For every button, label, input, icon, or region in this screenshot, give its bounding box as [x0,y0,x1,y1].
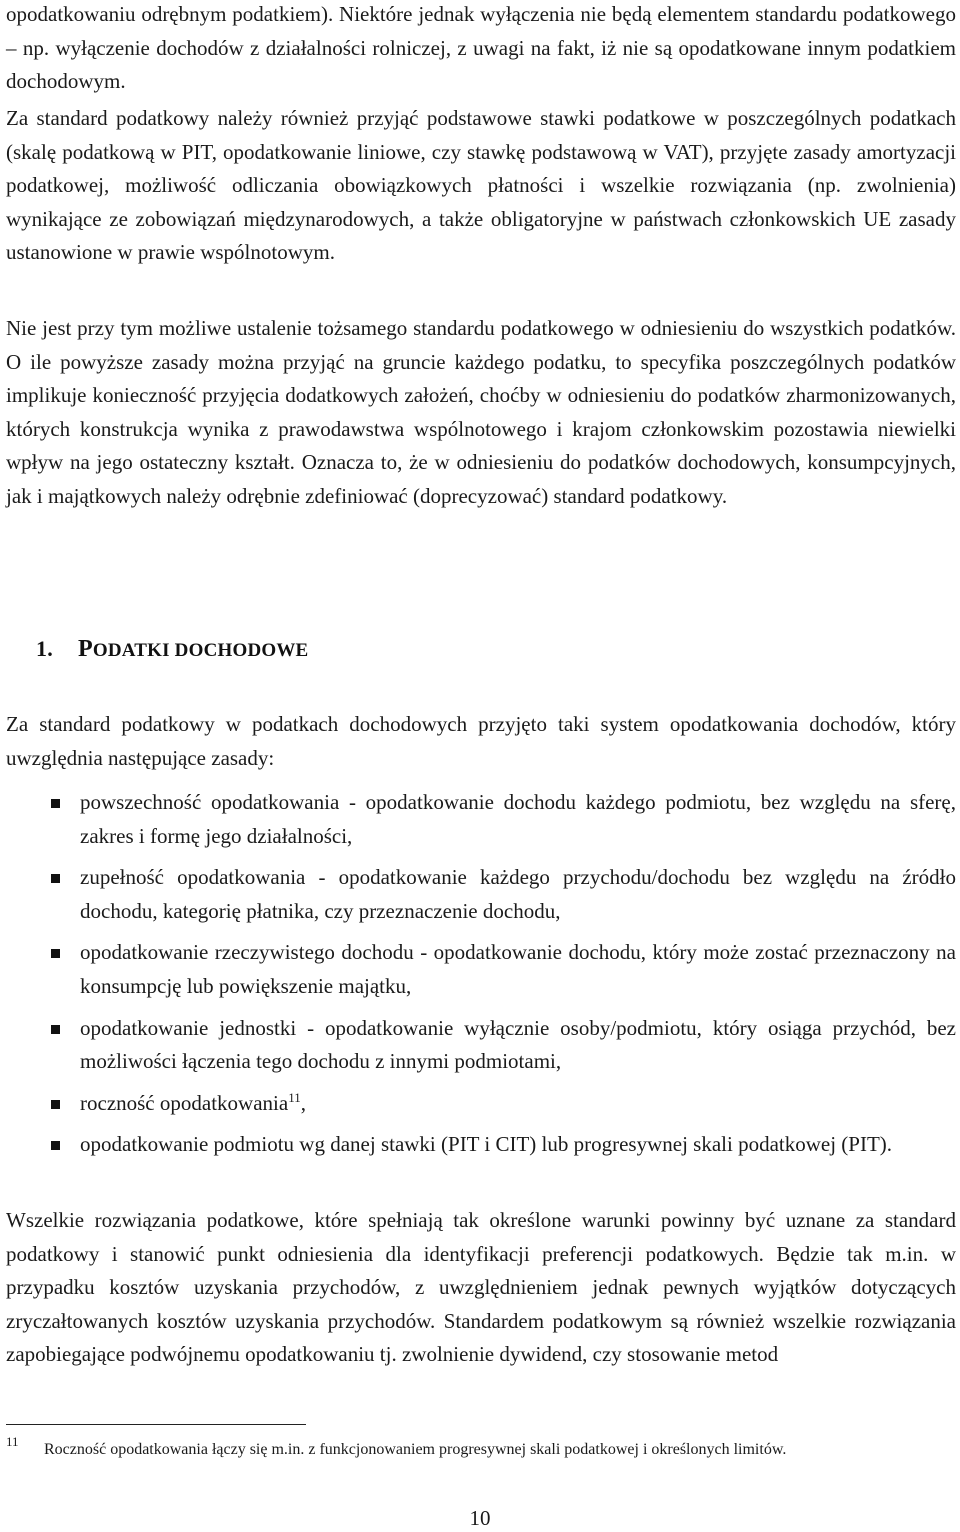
footnote-number: 11 [6,1434,19,1449]
list-item: opodatkowanie podmiotu wg danej stawki (PIT i CIT) lub progresywnej skali podatkowej (PIT). [0,1128,956,1162]
square-bullet-icon [51,1141,60,1150]
section-heading [36,632,308,668]
paragraph-standard-per-tax: Nie jest przy tym możliwe ustalenie tożsamego standardu podatkowego w odniesieniu do wszystkich podatków. O ile powyższe zasady można przyjąć na gruncie każdego podatku, to specyfika poszczególnych podatków implikuje konieczność przyjęcia dodatkowych założeń, choćby w odniesieniu do podatków zharmonizowanych, których konstrukcja wynika z prawodawstwa wspólnotowego i krajom członkowskim pozostawia niewielki wpływ na jego ostateczny kształt. Oznacza to, że w odniesieniu do podatków dochodowych, konsumpcyjnych, jak i majątkowych należy odrębnie zdefiniować (doprecyzować) standard podatkowy. [6,316,956,508]
list-item: opodatkowanie jednostki - opodatkowanie wyłącznie osoby/podmiotu, który osiąga przychód, bez możliwości łączenia tego dochodu z innymi podmiotami, [0,1012,956,1079]
list-item: zupełność opodatkowania - opodatkowanie każdego przychodu/dochodu bez względu na źródło dochodu, kategorię płatnika, czy przeznaczenie dochodu, [0,861,956,928]
footnote-reference[interactable]: 11 [288,1089,301,1105]
principles-list [0,786,960,1170]
heading-rest: ODATKI DOCHODOWE [92,640,309,661]
list-item: powszechność opodatkowania - opodatkowanie dochodu każdego podmiotu, bez względu na sferę, zakres i formę jego działalności, [0,786,956,853]
paragraph-closing: Wszelkie rozwiązania podatkowe, które spełniają tak określone warunki powinny być uznane za standard podatkowy i stanowić punkt odniesienia dla identyfikacji preferencji podatkowych. Będzie tak m.in. w przypadku kosztów uzyskania przychodów, z uwzględnieniem jednak pewnych wyjątków dotyczących zryczałtowanych kosztów uzyskania przychodów. Standardem podatkowym są również wszelkie rozwiązania zapobiegające podwójnemu opodatkowaniu tj. zwolnienie dywidend, czy stosowanie metod [6,1208,956,1367]
square-bullet-icon [51,1025,60,1034]
square-bullet-icon [51,874,60,883]
paragraph-tax-standard-rates: Za standard podatkowy należy również przyjąć podstawowe stawki podatkowe w poszczególnych podatkach (skalę podatkową w PIT, opodatkowanie liniowe, czy stawkę podstawową w VAT), przyjęte zasady amortyzacji podatkowej, możliwość odliczania obowiązkowych płatności i wszelkie rozwiązania (np. zwolnienia) wynikające ze zobowiązań międzynarodowych, a także obligatoryjne w państwach członkowskich UE zasady ustanowione w prawie wspólnotowym. [6,106,956,265]
square-bullet-icon [51,799,60,808]
paragraph-intro: opodatkowaniu odrębnym podatkiem). Niektóre jednak wyłączenia nie będą elementem standardu podatkowego – np. wyłączenie dochodów z działalności rolniczej, z uwagi na fakt, iż nie są opodatkowane innym podatkiem dochodowym. [6,2,956,94]
paragraph-income-tax-standard: Za standard podatkowy w podatkach dochodowych przyjęto taki system opodatkowania dochodów, który uwzględnia następujące zasady: [6,712,956,770]
footnote-divider [6,1424,306,1425]
page-number: 10 [469,1506,491,1530]
heading-first-letter: P [78,636,93,662]
footnote-text: Roczność opodatkowania łączy się m.in. z funkcjonowaniem progresywnej skali podatkowej i określonych limitów. [44,1441,787,1458]
list-item: opodatkowanie rzeczywistego dochodu - opodatkowanie dochodu, który może zostać przeznaczony na konsumpcję lub powiększenie majątku, [0,936,956,1003]
section-number: 1. [36,636,53,661]
square-bullet-icon [51,949,60,958]
list-item: roczność opodatkowania$^{11}$, [0,1087,956,1121]
square-bullet-icon [51,1100,60,1109]
